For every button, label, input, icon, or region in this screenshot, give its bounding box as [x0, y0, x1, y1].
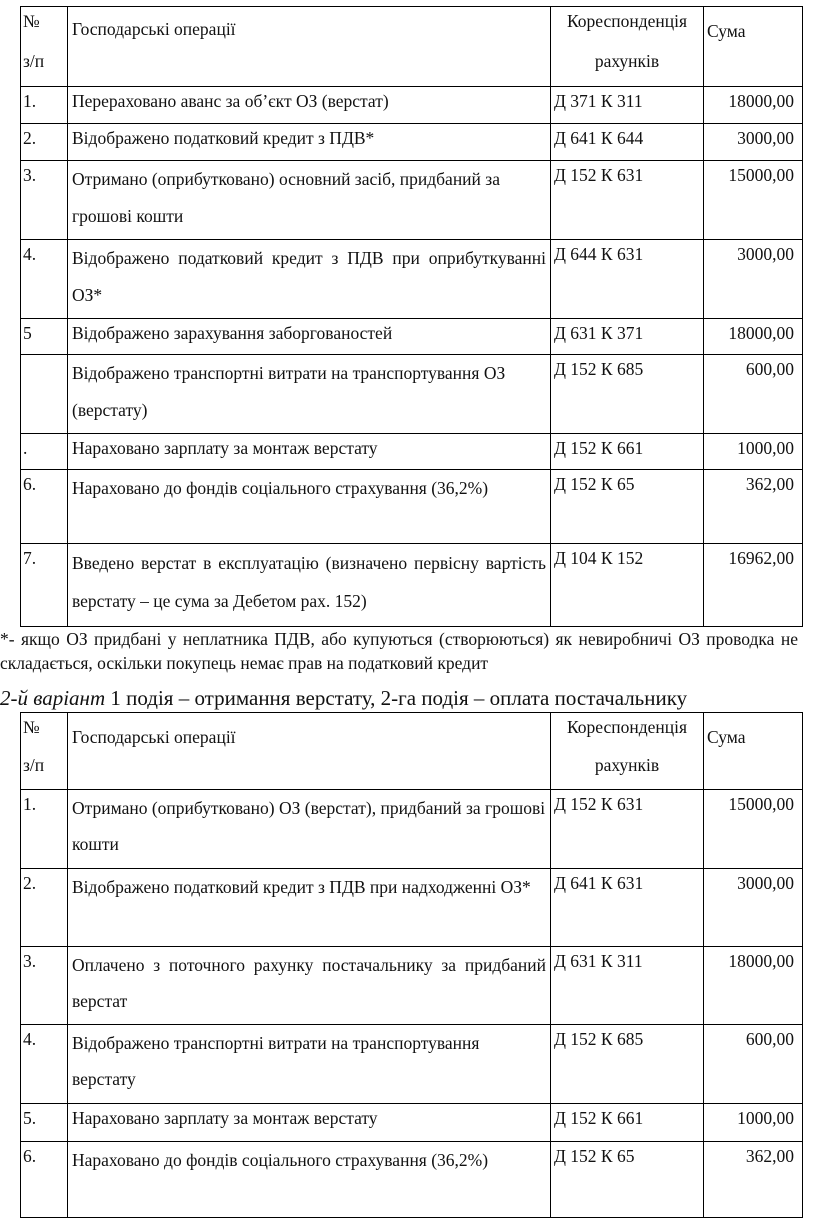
header-num-line2: з/п — [23, 51, 45, 71]
table-2-header — [21, 713, 803, 790]
table-row — [21, 319, 803, 355]
header-num-line1: № — [23, 717, 40, 737]
table-row — [21, 434, 803, 470]
row-correspondence: Д 152 К 631 — [551, 161, 704, 240]
header-sum: Сума — [704, 7, 803, 87]
row-operation: Відображено податковий кредит з ПДВ* — [68, 124, 551, 161]
row-num: 6. — [21, 1142, 68, 1218]
row-operation: Отримано (оприбутковано) ОЗ (верстат), придбаний за грошові кошти — [68, 790, 551, 869]
header-num-line2: з/п — [23, 755, 45, 775]
row-sum: 3000,00 — [704, 869, 803, 947]
table-2 — [20, 712, 803, 1218]
row-correspondence: Д 371 К 311 — [551, 87, 704, 124]
variant-2-heading — [0, 686, 687, 711]
row-sum: 15000,00 — [704, 161, 803, 240]
row-correspondence: Д 152 К 685 — [551, 355, 704, 434]
row-correspondence: Д 631 К 311 — [551, 947, 704, 1025]
table-row — [21, 240, 803, 319]
row-correspondence: Д 152 К 685 — [551, 1025, 704, 1104]
row-num: 4. — [21, 1025, 68, 1104]
row-num: 2. — [21, 869, 68, 947]
row-operation: Введено верстат в експлуатацію (визначено первісну вартість верстату – це сума за Дебетом рах. 152) — [68, 544, 551, 627]
row-num: 7. — [21, 544, 68, 627]
table-row — [21, 544, 803, 627]
row-operation: Отримано (оприбутковано) основний засіб, придбаний за грошові кошти — [68, 161, 551, 240]
row-num: 3. — [21, 947, 68, 1025]
row-sum: 362,00 — [704, 470, 803, 544]
header-corr-line1: Кореспонденція — [566, 11, 688, 31]
row-sum: 18000,00 — [704, 947, 803, 1025]
table-row — [21, 1142, 803, 1218]
header-corr-line2: рахунків — [594, 755, 660, 775]
row-operation: Відображено транспортні витрати на транспортування ОЗ (верстату) — [68, 355, 551, 434]
row-num: . — [21, 434, 68, 470]
table-row — [21, 355, 803, 434]
header-num — [21, 7, 68, 87]
row-sum: 362,00 — [704, 1142, 803, 1218]
row-operation: Нараховано зарплату за монтаж верстату — [68, 1104, 551, 1142]
table-row — [21, 87, 803, 124]
row-num: 2. — [21, 124, 68, 161]
row-num: 1. — [21, 790, 68, 869]
row-sum: 1000,00 — [704, 1104, 803, 1142]
row-num: 5. — [21, 1104, 68, 1142]
table-row — [21, 1025, 803, 1104]
row-operation: Відображено податковий кредит з ПДВ при оприбуткуванні ОЗ* — [68, 240, 551, 319]
row-sum: 18000,00 — [704, 87, 803, 124]
row-sum: 1000,00 — [704, 434, 803, 470]
table-1-header — [21, 7, 803, 87]
row-operation: Нараховано до фондів соціального страхування (36,2%) — [68, 470, 551, 544]
row-operation: Перераховано аванс за об’єкт ОЗ (верстат) — [68, 87, 551, 124]
header-correspondence — [551, 7, 704, 87]
header-num-line1: № — [23, 11, 40, 31]
table-row — [21, 1104, 803, 1142]
table-row — [21, 124, 803, 161]
header-correspondence — [551, 713, 704, 790]
header-corr-line1: Кореспонденція — [566, 717, 688, 737]
row-num: 1. — [21, 87, 68, 124]
table-row — [21, 790, 803, 869]
row-correspondence: Д 104 К 152 — [551, 544, 704, 627]
row-sum: 3000,00 — [704, 124, 803, 161]
row-operation: Відображено зарахування заборгованостей — [68, 319, 551, 355]
header-num — [21, 713, 68, 790]
variant-2-text: 1 подія – отримання верстату, 2-га подія – оплата постачальнику — [105, 686, 688, 710]
row-num: 6. — [21, 470, 68, 544]
row-sum: 15000,00 — [704, 790, 803, 869]
row-correspondence: Д 152 К 65 — [551, 470, 704, 544]
row-correspondence: Д 152 К 661 — [551, 434, 704, 470]
row-operation: Нараховано зарплату за монтаж верстату — [68, 434, 551, 470]
row-correspondence: Д 641 К 644 — [551, 124, 704, 161]
row-correspondence: Д 152 К 65 — [551, 1142, 704, 1218]
row-operation: Нараховано до фондів соціального страхування (36,2%) — [68, 1142, 551, 1218]
row-correspondence: Д 644 К 631 — [551, 240, 704, 319]
row-operation: Відображено податковий кредит з ПДВ при надходженні ОЗ* — [68, 869, 551, 947]
row-sum: 600,00 — [704, 355, 803, 434]
table-1 — [20, 6, 803, 627]
row-sum: 18000,00 — [704, 319, 803, 355]
row-num: 3. — [21, 161, 68, 240]
row-num — [21, 355, 68, 434]
table-row — [21, 869, 803, 947]
variant-2-label: 2-й варіант — [0, 686, 106, 710]
table-row — [21, 947, 803, 1025]
row-operation: Відображено транспортні витрати на транспортування верстату — [68, 1025, 551, 1104]
header-corr-line2: рахунків — [594, 51, 660, 71]
row-sum: 3000,00 — [704, 240, 803, 319]
row-sum: 16962,00 — [704, 544, 803, 627]
row-correspondence: Д 152 К 661 — [551, 1104, 704, 1142]
header-operations: Господарські операції — [68, 713, 551, 790]
header-sum: Сума — [704, 713, 803, 790]
row-correspondence: Д 152 К 631 — [551, 790, 704, 869]
row-correspondence: Д 631 К 371 — [551, 319, 704, 355]
row-num: 4. — [21, 240, 68, 319]
row-operation: Оплачено з поточного рахунку постачальнику за придбаний верстат — [68, 947, 551, 1025]
table-row — [21, 161, 803, 240]
row-sum: 600,00 — [704, 1025, 803, 1104]
footnote: *- якщо ОЗ придбані у неплатника ПДВ, або купуються (створюються) як невиробничі ОЗ проводка не складається, оскільки покупець немає прав на податковий кредит — [0, 629, 798, 673]
row-correspondence: Д 641 К 631 — [551, 869, 704, 947]
row-num: 5 — [21, 319, 68, 355]
table-row — [21, 470, 803, 544]
header-operations: Господарські операції — [68, 7, 551, 87]
